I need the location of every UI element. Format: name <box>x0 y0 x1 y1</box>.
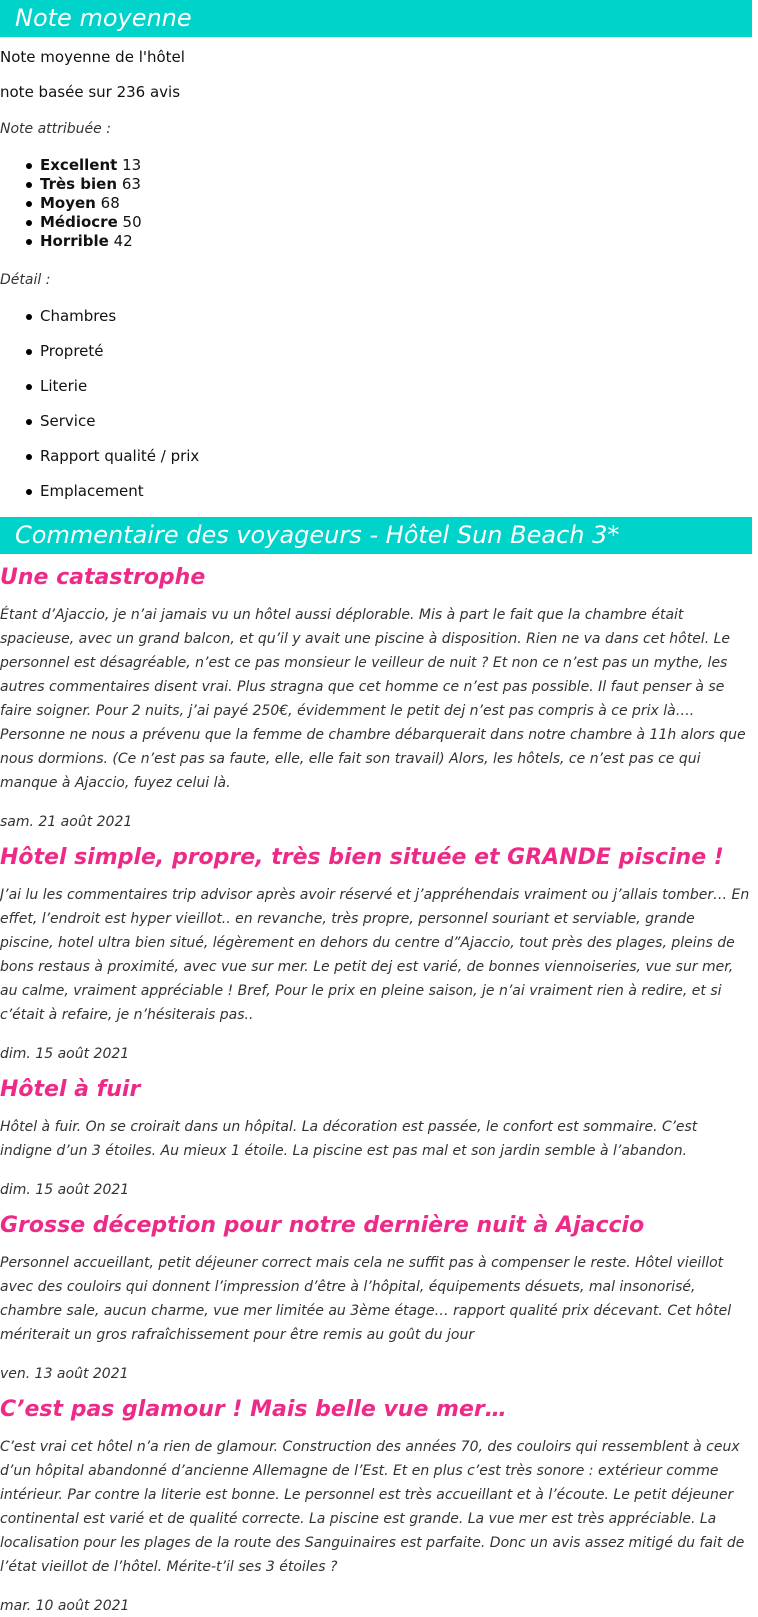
review-body: Hôtel à fuir. On se croirait dans un hôpital. La décoration est passée, le confort est sommaire. C’est indigne d’un 3 étoiles. Au mieux 1 étoile. La piscine est pas mal et son jardin semble à l’abandon. <box>0 1119 698 1159</box>
rating-count: 13 <box>122 156 142 174</box>
rating-item-excellent <box>0 156 752 175</box>
review-date: sam. 21 août 2021 <box>0 814 133 830</box>
detail-label: Détail : <box>0 272 51 288</box>
review-date: dim. 15 août 2021 <box>0 1046 130 1062</box>
review-item <box>0 1065 752 1201</box>
review-item <box>0 1201 752 1385</box>
rating-label: Horrible <box>40 232 109 250</box>
review-item <box>0 1385 752 1617</box>
rating-item-moyen <box>0 194 752 213</box>
detail-list <box>0 290 752 501</box>
rating-item-horrible <box>0 232 752 251</box>
detail-item-service: Service <box>0 412 752 431</box>
rating-count: 50 <box>122 213 142 231</box>
rating-item-mediocre <box>0 213 752 232</box>
detail-item-proprete: Propreté <box>0 342 752 361</box>
detail-item-rapport-qualite-prix: Rapport qualité / prix <box>0 447 752 466</box>
review-title: Hôtel simple, propre, très bien située et GRANDE piscine ! <box>0 845 724 870</box>
review-title: Une catastrophe <box>0 565 206 590</box>
detail-item-literie: Literie <box>0 377 752 396</box>
review-body: Étant d’Ajaccio, je n’ai jamais vu un hôtel aussi déplorable. Mis à part le fait que la chambre était spacieuse, avec un grand balcon, et qu’il y avait une piscine à disposition. Rien ne va dans cet hôtel. Le personnel est désagréable, n’est ce pas monsieur le veilleur de nuit ? Et non ce n’est pas un mythe, les autres commentaires disent vrai. Plus stragna que cet homme ce n’est pas possible. Il faut penser à se faire soigner. Pour 2 nuits, j’ai payé 250€, évidemment le petit dej n’est pas compris à ce prix là…. Personne ne nous a prévenu que la femme de chambre débarquerait dans notre chambre à 11h alors que nous dormions. (Ce n’est pas sa faute, elle, elle fait son travail) Alors, les hôtels, ce n’est pas ce qui manque à Ajaccio, fuyez celui là. <box>0 607 746 791</box>
review-item <box>0 833 752 1065</box>
review-date: ven. 13 août 2021 <box>0 1366 129 1382</box>
review-count-text: note basée sur 236 avis <box>0 83 181 101</box>
rating-label: Médiocre <box>40 213 118 231</box>
review-body: Personnel accueillant, petit déjeuner correct mais cela ne suffit pas à compenser le reste. Hôtel vieillot avec des couloirs qui donnent l’impression d’être à l’hôpital, équipements désuets, mal insonorisé, chambre sale, aucun charme, vue mer limitée au 3ème étage… rapport qualité prix décevant. Cet hôtel mériterait un gros rafraîchissement pour être remis au goût du jour <box>0 1255 732 1343</box>
review-item <box>0 554 752 833</box>
ratings-list <box>0 139 752 251</box>
review-date: mar. 10 août 2021 <box>0 1598 130 1614</box>
ratings-label: Note attribuée : <box>0 121 111 137</box>
review-title: Grosse déception pour notre dernière nuit à Ajaccio <box>0 1213 645 1238</box>
detail-item-emplacement: Emplacement <box>0 482 752 501</box>
review-date: dim. 15 août 2021 <box>0 1182 130 1198</box>
rating-count: 42 <box>113 232 133 250</box>
review-title: C’est pas glamour ! Mais belle vue mer… <box>0 1397 507 1422</box>
rating-count: 63 <box>121 175 141 193</box>
detail-item-chambres: Chambres <box>0 307 752 326</box>
rating-label: Moyen <box>40 194 96 212</box>
rating-label: Excellent <box>40 156 118 174</box>
rating-section-header: Note moyenne <box>0 0 752 37</box>
review-body: J’ai lu les commentaires trip advisor après avoir réservé et j’appréhendais vraiment ou j’allais tomber… En effet, l’endroit est hyper vieillot.. en revanche, très propre, personnel souriant et serviable, grande piscine, hotel ultra bien situé, légèrement en dehors du centre d”Ajaccio, tout près des plages, pleins de bons restaus à proximité, avec vue sur mer. Le petit dej est varié, de bonnes viennoiseries, vue sur mer, au calme, vraiment appréciable ! Bref, Pour le prix en pleine saison, je n’ai vraiment rien à redire, et si c’était à refaire, je n’hésiterais pas.. <box>0 887 750 1023</box>
rating-item-tres-bien <box>0 175 752 194</box>
reviews-section-header: Commentaire des voyageurs - Hôtel Sun Beach 3* <box>0 517 752 554</box>
review-title: Hôtel à fuir <box>0 1077 141 1102</box>
rating-label: Très bien <box>40 175 118 193</box>
average-rating-label: Note moyenne de l'hôtel <box>0 48 185 66</box>
rating-count: 68 <box>100 194 120 212</box>
review-body: C’est vrai cet hôtel n’a rien de glamour. Construction des années 70, des couloirs qui ressemblent à ceux d’un hôpital abandonné d’ancienne Allemagne de l’Est. Et en plus c’est très sonore : extérieur comme intérieur. Par contre la literie est bonne. Le personnel est très accueillant et à l’écoute. Le petit déjeuner continental est varié et de qualité correcte. La piscine est grande. La vue mer est très appréciable. La localisation pour les plages de la route des Sanguinaires est parfaite. Donc un avis assez mitigé du fait de l’état vieillot de l’hôtel. Mérite-t’il ses 3 étoiles ? <box>0 1439 745 1575</box>
review-list <box>0 554 752 1617</box>
